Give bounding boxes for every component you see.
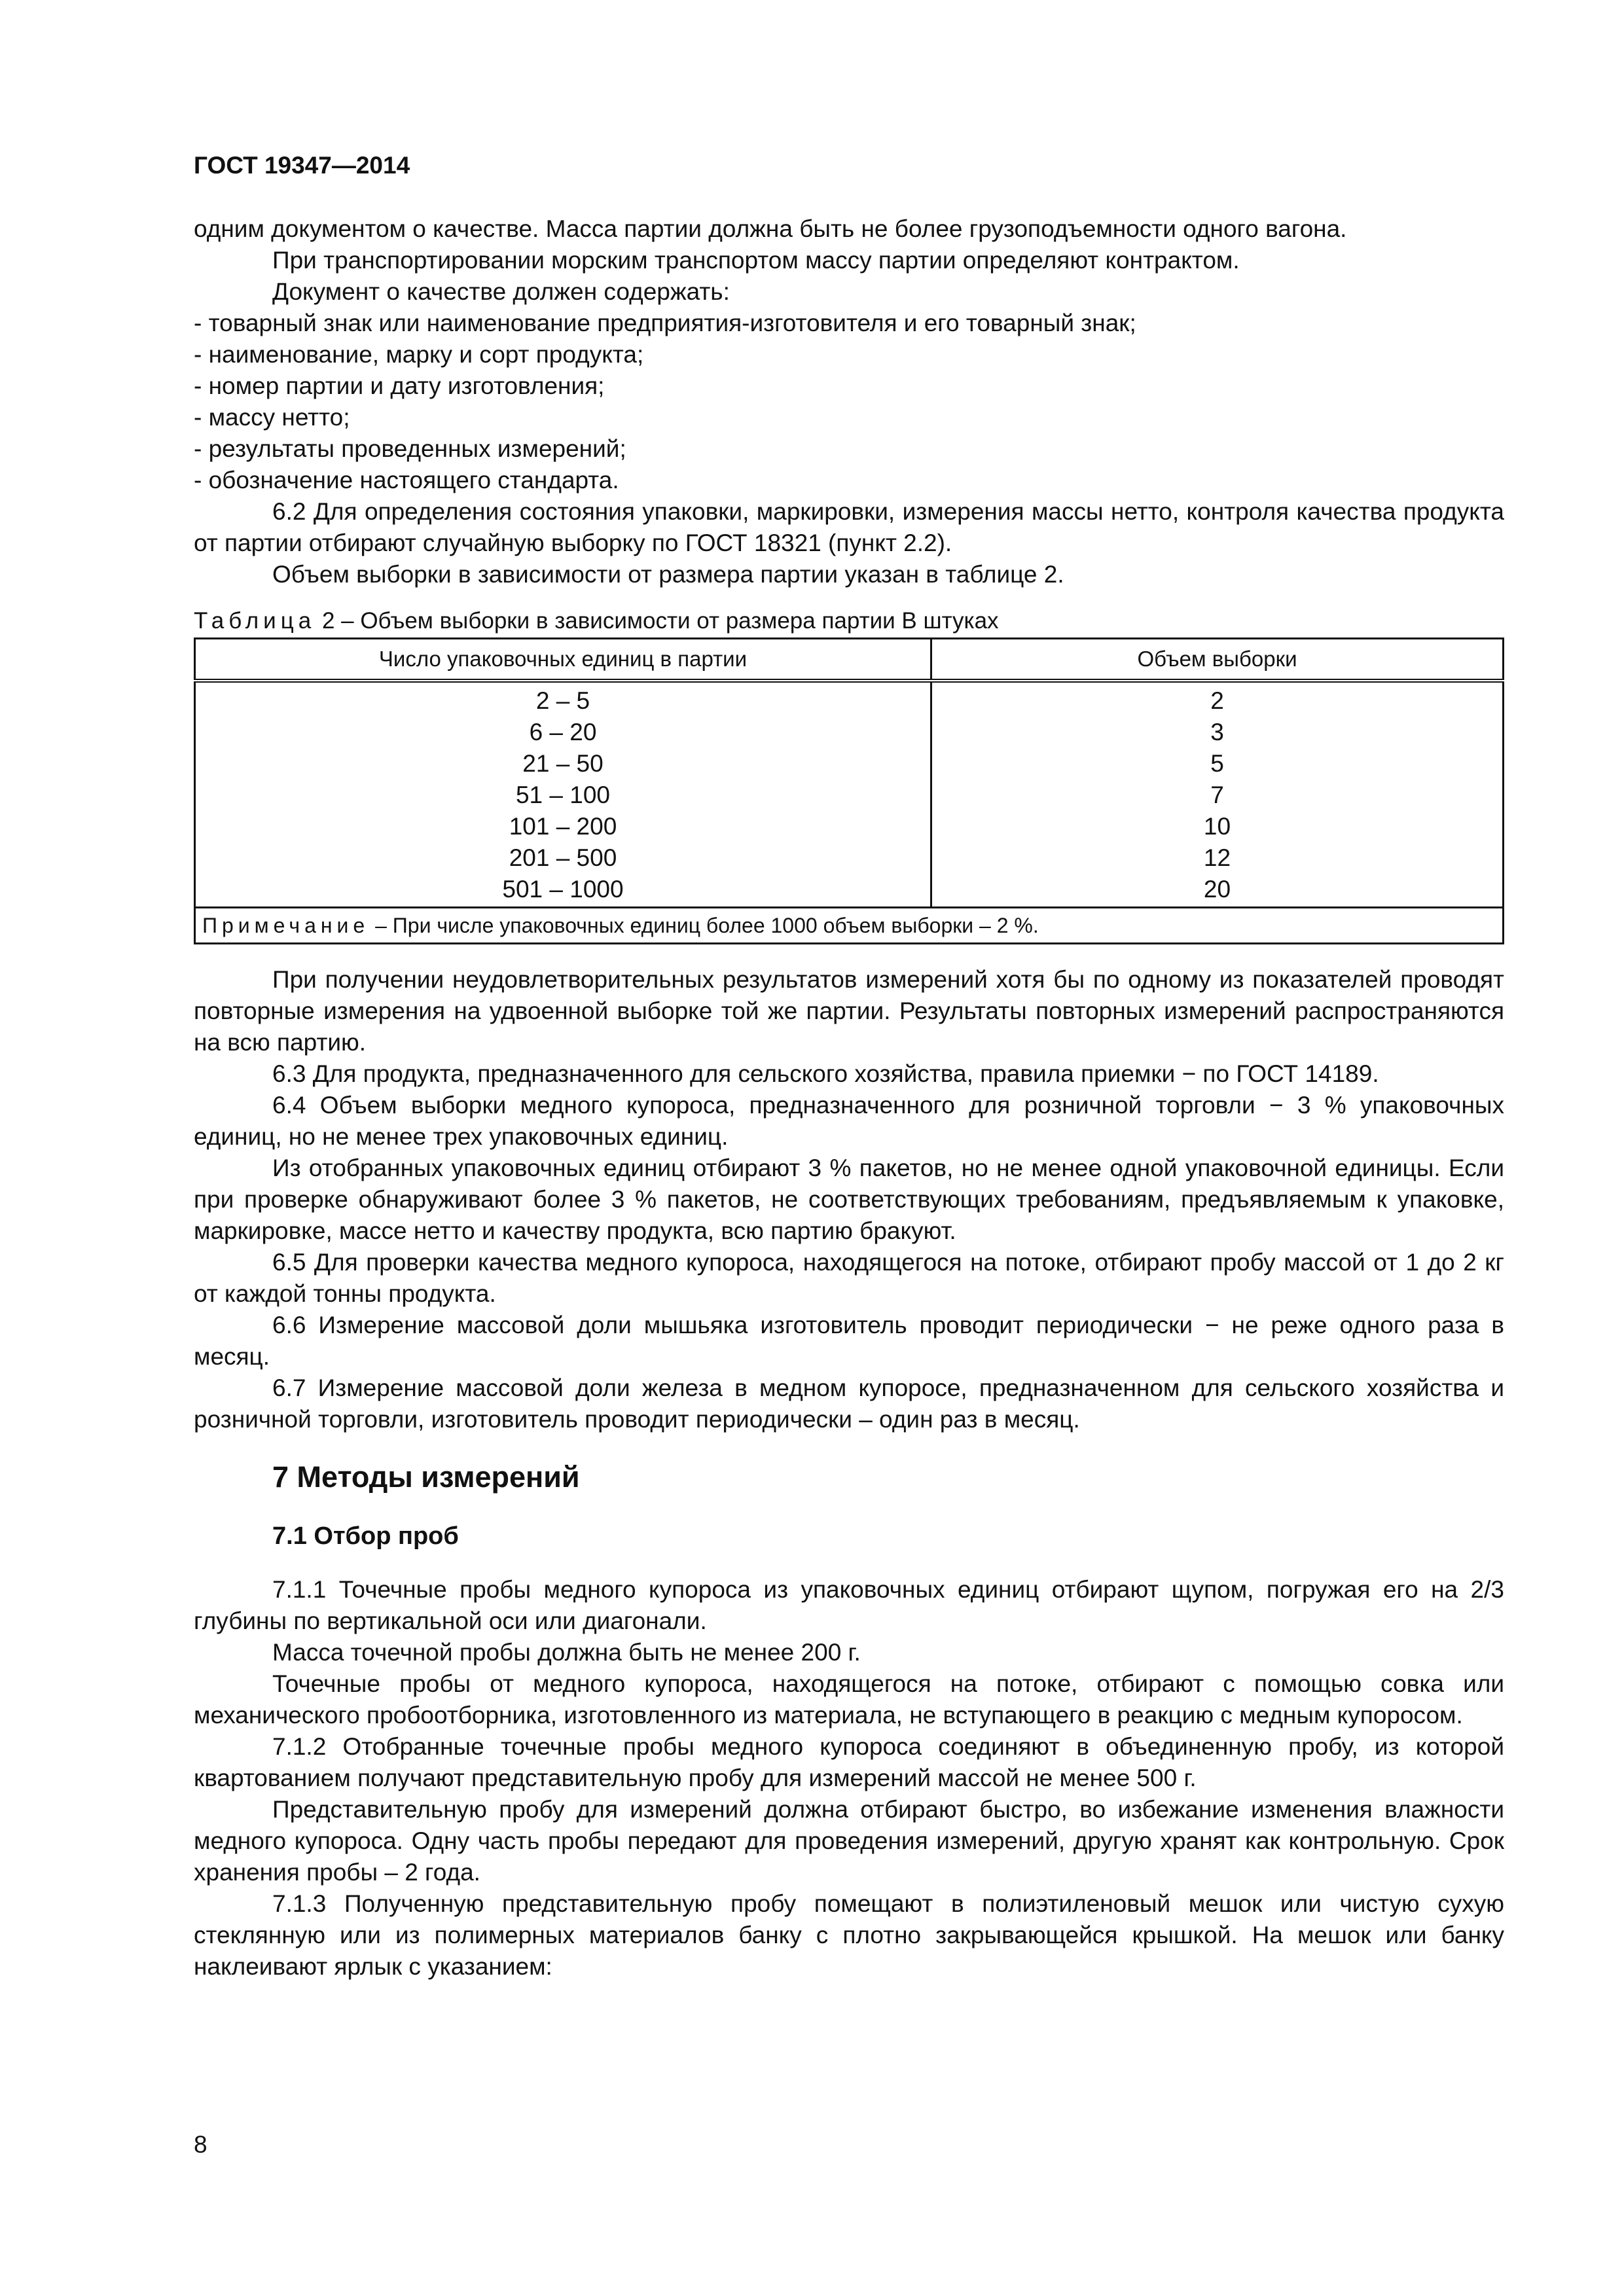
table-cell: 6 – 20 bbox=[529, 719, 597, 745]
table-header-cell: Число упаковочных единиц в партии bbox=[195, 639, 931, 681]
paragraph: Масса точечной пробы должна быть не менее 200 г. bbox=[272, 1639, 861, 1666]
table-cell: 101 – 200 bbox=[509, 813, 617, 840]
list-item: - наименование, марку и сорт продукта; bbox=[194, 341, 644, 368]
paragraph-6-2: 6.2 Для определения состояния упаковки, маркировки, измерения массы нетто, контроля качества продукта от партии отбирают случайную выборку по ГОСТ 18321 (пункт 2.2). bbox=[194, 498, 1504, 556]
table-cell-ranges bbox=[195, 681, 931, 908]
table-caption-word: Таблица bbox=[194, 608, 316, 634]
paragraph-7-1-1: 7.1.1 Точечные пробы медного купороса из упаковочных единиц отбирают щупом, погружая его на 2/3 глубины по вертикальной оси или диагонали. bbox=[194, 1576, 1504, 1634]
paragraph: При транспортировании морским транспортом массу партии определяют контрактом. bbox=[272, 247, 1240, 274]
table-cell: 7 bbox=[1210, 781, 1224, 808]
paragraph: Из отобранных упаковочных единиц отбирают 3 % пакетов, но не менее одной упаковочной единицы. Если при проверке обнаруживают более 3 % пакетов, не соответствующих требованиям, предъявляемым к упаковке, маркировке, массе нетто и качеству продукта, всю партию бракуют. bbox=[194, 1155, 1504, 1244]
paragraph-6-6: 6.6 Измерение массовой доли мышьяка изготовитель проводит периодически − не реже одного раза в месяц. bbox=[194, 1312, 1504, 1370]
table-row bbox=[195, 681, 1504, 908]
table-cell: 2 – 5 bbox=[535, 687, 590, 714]
list-item: - обозначение настоящего стандарта. bbox=[194, 467, 619, 493]
table-cell: 20 bbox=[1203, 876, 1231, 903]
paragraph: одним документом о качестве. Масса партии должна быть не более грузоподъемности одного вагона. bbox=[194, 215, 1347, 242]
paragraph-6-7: 6.7 Измерение массовой доли железа в медном купоросе, предназначенном для сельского хозяйства и розничной торговли, изготовитель проводит периодически – один раз в месяц. bbox=[194, 1374, 1504, 1433]
paragraph-6-5: 6.5 Для проверки качества медного купороса, находящегося на потоке, отбирают пробу массой от 1 до 2 кг от каждой тонны продукта. bbox=[194, 1249, 1504, 1307]
page-body bbox=[194, 213, 1504, 1982]
paragraph: Объем выборки в зависимости от размера партии указан в таблице 2. bbox=[272, 561, 1064, 588]
paragraph-7-1-2: 7.1.2 Отобранные точечные пробы медного купороса соединяют в объединенную пробу, из которой квартованием получают представительную пробу для измерений массой не менее 500 г. bbox=[194, 1733, 1504, 1791]
table-cell-volumes bbox=[931, 681, 1504, 908]
paragraph: Точечные пробы от медного купороса, находящегося на потоке, отбирают с помощью совка или механического пробоотборника, изготовленного из материала, не вступающего в реакцию с медным купоросом. bbox=[194, 1670, 1504, 1729]
table-cell: 2 bbox=[1210, 687, 1224, 714]
table-cell: 5 bbox=[1210, 750, 1224, 777]
list-item: - номер партии и дату изготовления; bbox=[194, 372, 605, 399]
paragraph: Представительную пробу для измерений должна отбирают быстро, во избежание изменения влажности медного купороса. Одну часть пробы передают для проведения измерений, другую хранят как контрольную. Срок хранения пробы – 2 года. bbox=[194, 1796, 1504, 1886]
table-note bbox=[195, 908, 1504, 944]
section-heading-7: 7 Методы измерений bbox=[272, 1460, 580, 1494]
table-cell: 21 – 50 bbox=[522, 750, 604, 777]
table-note-word: Примечание bbox=[202, 914, 370, 937]
table-header-cell: Объем выборки bbox=[931, 639, 1504, 681]
paragraph-6-4: 6.4 Объем выборки медного купороса, предназначенного для розничной торговли − 3 % упаковочных единиц, но не менее трех упаковочных единиц. bbox=[194, 1092, 1504, 1150]
sample-size-table bbox=[194, 637, 1504, 944]
table-cell: 10 bbox=[1203, 813, 1231, 840]
table-caption bbox=[194, 606, 1504, 636]
paragraph-6-3: 6.3 Для продукта, предназначенного для сельского хозяйства, правила приемки − по ГОСТ 14189. bbox=[272, 1060, 1379, 1087]
table-cell: 12 bbox=[1203, 844, 1231, 871]
list-item: - массу нетто; bbox=[194, 404, 350, 431]
table-cell: 201 – 500 bbox=[509, 844, 617, 871]
page-number: 8 bbox=[194, 2131, 208, 2158]
document-content-list bbox=[194, 308, 1504, 496]
table-cell: 51 – 100 bbox=[515, 781, 611, 808]
paragraph-7-1-3: 7.1.3 Полученную представительную пробу помещают в полиэтиленовый мешок или чистую сухую стеклянную или из полимерных материалов банку с плотно закрывающейся крышкой. На мешок или банку наклеивают ярлык с указанием: bbox=[194, 1890, 1504, 1980]
table-note-row bbox=[195, 908, 1504, 944]
list-item: - результаты проведенных измерений; bbox=[194, 435, 626, 462]
subsection-heading-7-1: 7.1 Отбор проб bbox=[272, 1522, 459, 1550]
table-cell: 3 bbox=[1210, 719, 1224, 745]
table-cell: 501 – 1000 bbox=[502, 876, 624, 903]
paragraph: Документ о качестве должен содержать: bbox=[272, 278, 730, 305]
table-caption-text: 2 – Объем выборки в зависимости от размера партии В штуках bbox=[316, 608, 999, 634]
document-header: ГОСТ 19347—2014 bbox=[194, 152, 410, 179]
table-note-text: – При числе упаковочных единиц более 1000 объем выборки – 2 %. bbox=[369, 914, 1039, 937]
list-item: - товарный знак или наименование предприятия-изготовителя и его товарный знак; bbox=[194, 310, 1136, 336]
paragraph: При получении неудовлетворительных результатов измерений хотя бы по одному из показателей проводят повторные измерения на удвоенной выборке той же партии. Результаты повторных измерений распространяются на всю партию. bbox=[194, 966, 1504, 1056]
